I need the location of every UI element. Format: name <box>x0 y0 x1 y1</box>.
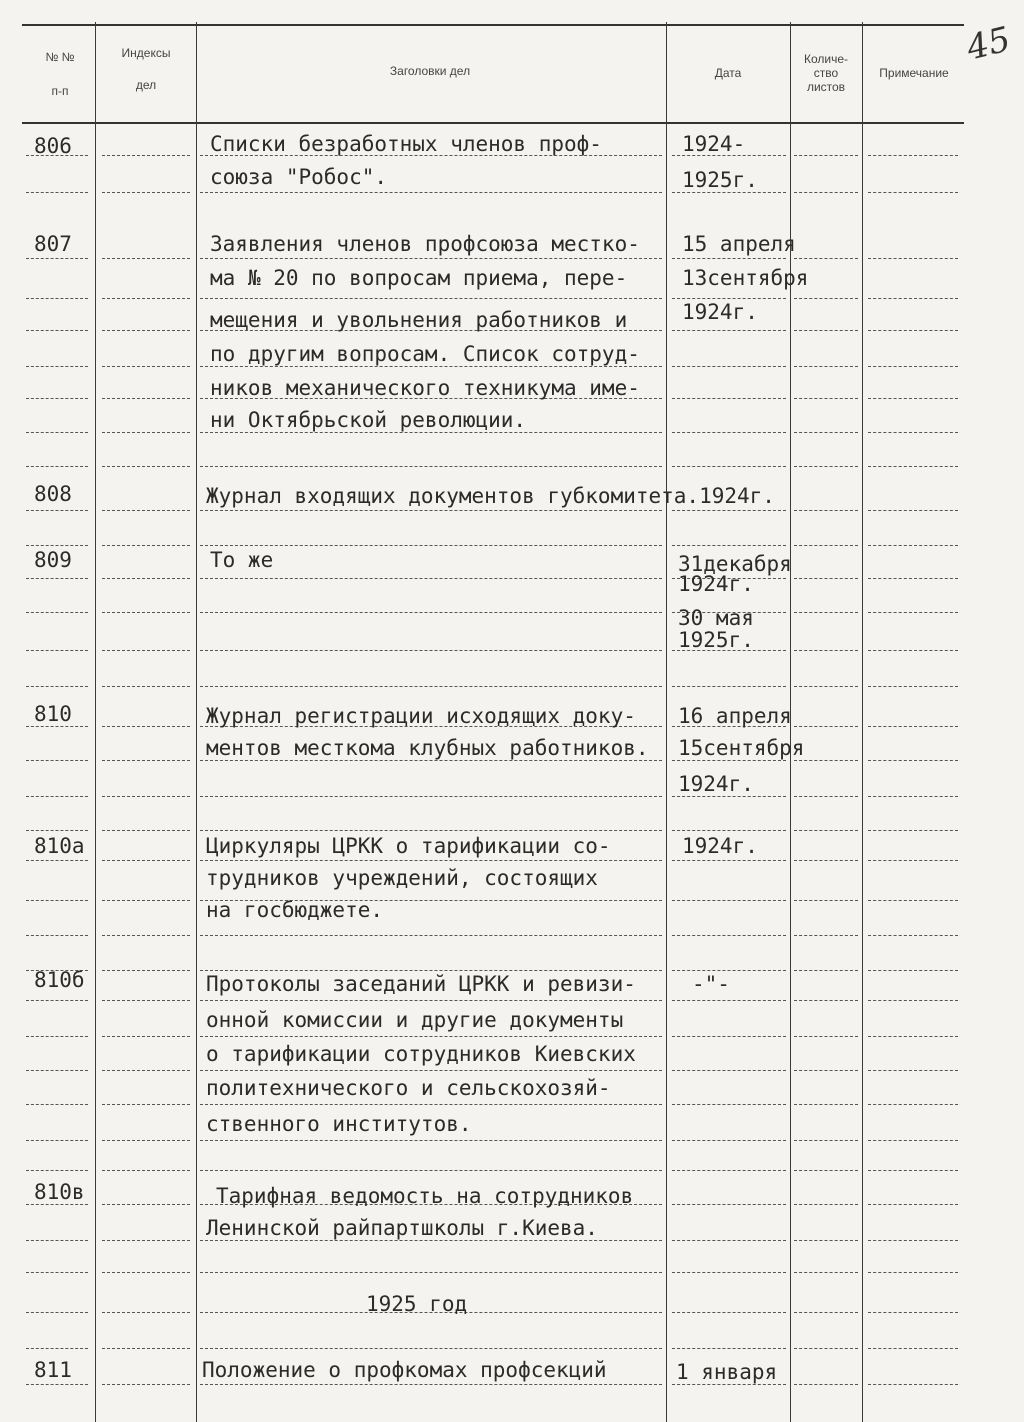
row-rule <box>672 330 786 331</box>
row-rule <box>868 1204 958 1205</box>
row-rule <box>672 1312 786 1313</box>
entry-806-num: 806 <box>34 134 72 158</box>
row-rule <box>200 1348 662 1349</box>
entry-810a-date-1: 1924г. <box>682 834 758 858</box>
row-rule <box>868 1312 958 1313</box>
entry-811-num: 811 <box>34 1358 72 1382</box>
entry-810b-title-3: о тарификации сотрудников Киевских <box>206 1042 636 1066</box>
header-title: Заголовки дел <box>389 64 471 78</box>
row-rule <box>794 650 858 651</box>
row-rule <box>868 578 958 579</box>
row-rule <box>102 1070 190 1071</box>
row-rule <box>102 1000 190 1001</box>
row-rule <box>794 726 858 727</box>
row-rule <box>102 900 190 901</box>
row-rule <box>26 1140 88 1141</box>
row-rule <box>672 686 786 687</box>
row-rule <box>794 1140 858 1141</box>
entry-809-date-3: 30 мая <box>678 606 754 630</box>
header-count-line3: листов <box>806 80 846 94</box>
row-rule <box>794 970 858 971</box>
header-count <box>792 52 860 94</box>
row-rule <box>672 1348 786 1349</box>
row-rule <box>26 578 88 579</box>
entry-807-num: 807 <box>34 232 72 256</box>
entry-810v-title-1: Тарифная ведомость на сотрудников <box>216 1184 634 1208</box>
entry-809-num: 809 <box>34 548 72 572</box>
row-rule <box>868 1384 958 1385</box>
row-rule <box>794 860 858 861</box>
row-rule <box>672 545 786 546</box>
page-number-mark: 45 <box>962 19 1015 69</box>
row-rule <box>200 466 662 467</box>
row-rule <box>794 1000 858 1001</box>
row-rule <box>200 650 662 651</box>
entry-810b-title-1: Протоколы заседаний ЦРКК и ревизи- <box>206 972 636 996</box>
row-rule <box>794 510 858 511</box>
entry-806-date-1: 1924- <box>682 132 746 156</box>
row-rule <box>102 1140 190 1141</box>
row-rule <box>102 545 190 546</box>
row-rule <box>102 578 190 579</box>
entry-810-title-2: ментов месткома клубных работников. <box>206 736 649 760</box>
row-rule <box>794 1036 858 1037</box>
row-rule <box>26 830 88 831</box>
header-num-line1: № № <box>45 50 75 64</box>
header-count-line1: Количе- <box>803 52 849 66</box>
row-rule <box>794 398 858 399</box>
row-rule <box>672 398 786 399</box>
row-rule <box>102 1104 190 1105</box>
row-rule <box>868 366 958 367</box>
row-rule <box>102 650 190 651</box>
entry-810b-date-1: -"- <box>692 972 730 996</box>
entry-810b-num: 810б <box>34 968 85 992</box>
row-rule <box>868 545 958 546</box>
entry-810-date-2: 15сентября <box>678 736 805 760</box>
row-rule <box>26 330 88 331</box>
row-rule <box>794 1204 858 1205</box>
row-rule <box>794 192 858 193</box>
row-rule <box>868 970 958 971</box>
column-divider <box>862 22 863 1422</box>
row-rule <box>672 900 786 901</box>
row-rule <box>200 578 662 579</box>
entry-810b-title-2: онной комиссии и другие документы <box>206 1008 624 1032</box>
row-rule <box>794 935 858 936</box>
row-rule <box>868 466 958 467</box>
row-rule <box>102 726 190 727</box>
entry-806-title-2: союза "Робос". <box>210 165 388 189</box>
row-rule <box>200 935 662 936</box>
entry-809-date-1: 31декабря <box>678 552 792 576</box>
row-rule <box>102 935 190 936</box>
entry-810a-title-2: трудников учреждений, состоящих <box>206 866 598 890</box>
row-rule <box>26 760 88 761</box>
entry-809-date-2: 1924г. <box>678 572 754 596</box>
header-index-line2: дел <box>135 78 157 92</box>
row-rule <box>868 1070 958 1071</box>
column-divider <box>666 22 667 1422</box>
row-rule <box>102 330 190 331</box>
row-rule <box>26 1240 88 1241</box>
row-rule <box>868 1272 958 1273</box>
row-rule <box>102 1036 190 1037</box>
row-rule <box>102 830 190 831</box>
row-rule <box>794 1384 858 1385</box>
entry-808-num: 808 <box>34 482 72 506</box>
header-num-line2: п-п <box>51 84 69 98</box>
entry-810b-title-4: политехнического и сельскохозяй- <box>206 1076 611 1100</box>
row-rule <box>26 612 88 613</box>
entry-811-date-1: 1 января <box>676 1360 778 1384</box>
row-rule <box>868 330 958 331</box>
row-rule <box>794 330 858 331</box>
row-rule <box>868 1140 958 1141</box>
section-heading-1925: 1925 год <box>366 1292 468 1316</box>
row-rule <box>102 366 190 367</box>
row-rule <box>26 1204 88 1205</box>
row-rule <box>200 686 662 687</box>
row-rule <box>794 466 858 467</box>
row-rule <box>794 1104 858 1105</box>
header-num <box>30 50 90 98</box>
entry-807-title-2: ма № 20 по вопросам приема, пере- <box>210 266 628 290</box>
row-rule <box>26 686 88 687</box>
entry-811-title-1: Положение о профкомах профсекций <box>202 1358 607 1382</box>
header-index-line1: Индексы <box>121 46 171 60</box>
row-rule <box>672 1272 786 1273</box>
row-rule <box>102 612 190 613</box>
row-rule <box>672 1070 786 1071</box>
row-rule <box>200 1272 662 1273</box>
row-rule <box>794 612 858 613</box>
row-rule <box>868 398 958 399</box>
row-rule <box>102 1312 190 1313</box>
row-rule <box>26 1036 88 1037</box>
row-rule <box>868 1240 958 1241</box>
header-count-line2: ство <box>813 66 839 80</box>
entry-809-date-4: 1925г. <box>678 628 754 652</box>
row-rule <box>102 398 190 399</box>
row-rule <box>868 510 958 511</box>
row-rule <box>26 1070 88 1071</box>
row-rule <box>672 1204 786 1205</box>
row-rule <box>102 1384 190 1385</box>
entry-810v-num: 810в <box>34 1180 85 1204</box>
row-rule <box>102 760 190 761</box>
row-rule <box>672 432 786 433</box>
entry-809-title-1: То же <box>210 548 274 572</box>
row-rule <box>26 366 88 367</box>
row-rule <box>26 1348 88 1349</box>
row-rule <box>868 1104 958 1105</box>
row-rule <box>794 1170 858 1171</box>
row-rule <box>672 935 786 936</box>
entry-807-date-3: 1924г. <box>682 300 758 324</box>
row-rule <box>26 510 88 511</box>
entry-807-title-6: ни Октябрьской революции. <box>210 408 527 432</box>
row-rule <box>26 545 88 546</box>
row-rule <box>102 1170 190 1171</box>
row-rule <box>102 155 190 156</box>
entry-806-title-1: Списки безработных членов проф- <box>210 132 602 156</box>
row-rule <box>102 1204 190 1205</box>
row-rule <box>26 860 88 861</box>
entry-810-date-3: 1924г. <box>678 772 754 796</box>
row-rule <box>868 1000 958 1001</box>
entry-810-date-1: 16 апреля <box>678 704 792 728</box>
row-rule <box>868 830 958 831</box>
row-rule <box>26 1272 88 1273</box>
row-rule <box>102 1240 190 1241</box>
entry-806-date-2: 1925г. <box>682 168 758 192</box>
row-rule <box>672 1140 786 1141</box>
row-rule <box>868 650 958 651</box>
entry-807-title-4: по другим вопросам. Список сотруд- <box>210 342 640 366</box>
row-rule <box>672 366 786 367</box>
row-rule <box>102 466 190 467</box>
row-rule <box>102 298 190 299</box>
row-rule <box>794 258 858 259</box>
row-rule <box>672 1036 786 1037</box>
row-rule <box>26 398 88 399</box>
row-rule <box>26 1000 88 1001</box>
row-rule <box>102 258 190 259</box>
row-rule <box>868 432 958 433</box>
row-rule <box>672 1104 786 1105</box>
entry-807-date-1: 15 апреля <box>682 232 796 256</box>
row-rule <box>26 432 88 433</box>
column-divider <box>95 22 96 1422</box>
row-rule <box>868 1170 958 1171</box>
entry-810a-title-3: на госбюджете. <box>206 898 384 922</box>
row-rule <box>200 1170 662 1171</box>
row-rule <box>26 900 88 901</box>
row-rule <box>102 192 190 193</box>
row-rule <box>26 1312 88 1313</box>
row-rule <box>102 1272 190 1273</box>
entry-810b-title-5: ственного институтов. <box>206 1112 472 1136</box>
row-rule <box>26 258 88 259</box>
row-rule <box>102 970 190 971</box>
row-rule <box>672 1170 786 1171</box>
row-rule <box>868 900 958 901</box>
row-rule <box>672 1240 786 1241</box>
entry-810a-num: 810а <box>34 834 85 858</box>
row-rule <box>868 760 958 761</box>
row-rule <box>26 298 88 299</box>
entry-807-title-5: ников механического техникума име- <box>210 376 640 400</box>
entry-810a-title-1: Циркуляры ЦРКК о тарификации со- <box>206 834 611 858</box>
row-rule <box>794 155 858 156</box>
row-rule <box>794 366 858 367</box>
column-divider <box>196 22 197 1422</box>
row-rule <box>794 1312 858 1313</box>
row-rule <box>102 796 190 797</box>
row-rule <box>26 726 88 727</box>
row-rule <box>672 466 786 467</box>
entry-810v-title-2: Ленинской райпартшколы г.Киева. <box>206 1216 598 1240</box>
row-rule <box>794 796 858 797</box>
row-rule <box>102 1348 190 1349</box>
row-rule <box>868 796 958 797</box>
row-rule <box>26 466 88 467</box>
row-rule <box>26 1170 88 1171</box>
row-rule <box>794 686 858 687</box>
row-rule <box>794 1070 858 1071</box>
entry-807-title-3: мещения и увольнения работников и <box>210 308 628 332</box>
row-rule <box>794 900 858 901</box>
header-note: Примечание <box>879 66 949 80</box>
row-rule <box>868 935 958 936</box>
row-rule <box>868 726 958 727</box>
row-rule <box>200 612 662 613</box>
header-date: Дата <box>714 66 742 80</box>
table-top-border <box>22 24 964 26</box>
entry-810-num: 810 <box>34 702 72 726</box>
row-rule <box>102 432 190 433</box>
row-rule <box>794 545 858 546</box>
entry-808-title-1: Журнал входящих документов губкомитета.1924г. <box>206 484 775 508</box>
row-rule <box>794 1272 858 1273</box>
row-rule <box>26 192 88 193</box>
row-rule <box>26 1104 88 1105</box>
row-rule <box>200 298 662 299</box>
row-rule <box>200 796 662 797</box>
entry-807-title-1: Заявления членов профсоюза местко- <box>210 232 640 256</box>
row-rule <box>868 298 958 299</box>
header-bottom-border <box>22 122 964 124</box>
row-rule <box>868 192 958 193</box>
row-rule <box>26 1384 88 1385</box>
row-rule <box>794 830 858 831</box>
row-rule <box>868 686 958 687</box>
row-rule <box>102 860 190 861</box>
row-rule <box>794 1348 858 1349</box>
row-rule <box>868 1348 958 1349</box>
entry-807-date-2: 13сентября <box>682 266 809 290</box>
row-rule <box>26 935 88 936</box>
entry-810-title-1: Журнал регистрации исходящих доку- <box>206 704 636 728</box>
header-index <box>100 46 192 92</box>
row-rule <box>102 686 190 687</box>
row-rule <box>794 1240 858 1241</box>
row-rule <box>868 155 958 156</box>
row-rule <box>794 298 858 299</box>
row-rule <box>868 612 958 613</box>
row-rule <box>794 578 858 579</box>
row-rule <box>868 860 958 861</box>
row-rule <box>868 1036 958 1037</box>
row-rule <box>794 432 858 433</box>
row-rule <box>26 796 88 797</box>
row-rule <box>868 258 958 259</box>
row-rule <box>26 650 88 651</box>
row-rule <box>102 510 190 511</box>
